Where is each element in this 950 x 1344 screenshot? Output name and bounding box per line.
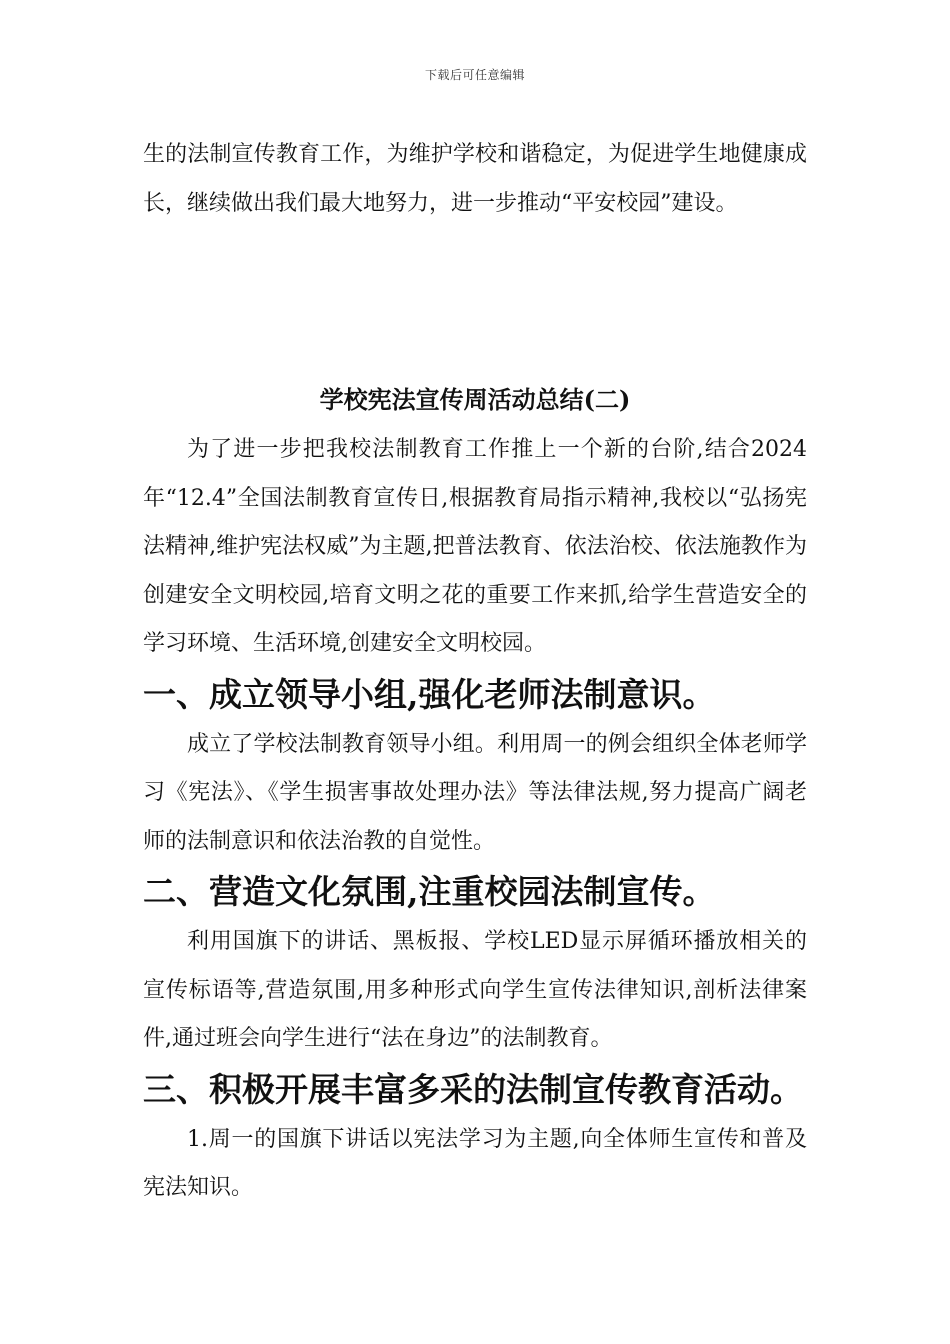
section-2-body: 利用国旗下的讲话、黑板报、学校LED显示屏循环播放相关的宣传标语等,营造氛围,用多种形式向学生宣传法律知识,剖析法律案件,通过班会向学生进行“法在身边”的法制教育。 [143,929,807,1051]
section-2-heading: 二、营造文化氛围,注重校园法制宣传。 [143,872,716,911]
document-title: 学校宪法宣传周活动总结(二) [319,385,631,414]
section-1-body: 成立了学校法制教育领导小组。利用周一的例会组织全体老师学习《宪法》、《学生损害事故处理办法》等法律法规,努力提高广阔老师的法制意识和依法治教的自觉性。 [143,731,807,854]
section-1-heading: 一、成立领导小组,强化老师法制意识。 [143,674,716,714]
header-note: 下载后可任意编辑 [424,68,525,82]
paragraph-1: 为了进一步把我校法制教育工作推上一个新的台阶,结合2024年“12.4”全国法制教育宣传日,根据教育局指示精神,我校以“弘扬宪法精神,维护宪法权威”为主题,把普法教育、依法治校、依法施教作为创建安全文明校园,培育文明之花的重要工作来抓,给学生营造安全的学习环境、生活环境,创建安全文明校园。 [143,437,807,656]
intro-paragraph: 生的法制宣传教育工作，为维护学校和谐稳定，为促进学生地健康成长，继续做出我们最大地努力，进一步推动“平安校园”建设。 [143,142,807,216]
document-body [143,131,807,1213]
section-gap [143,228,807,374]
section-3-item-1: 1.周一的国旗下讲话以宪法学习为主题,向全体师生宣传和普及宪法知识。 [143,1126,807,1200]
section-3-heading: 三、积极开展丰富多采的法制宣传教育活动。 [143,1069,803,1109]
